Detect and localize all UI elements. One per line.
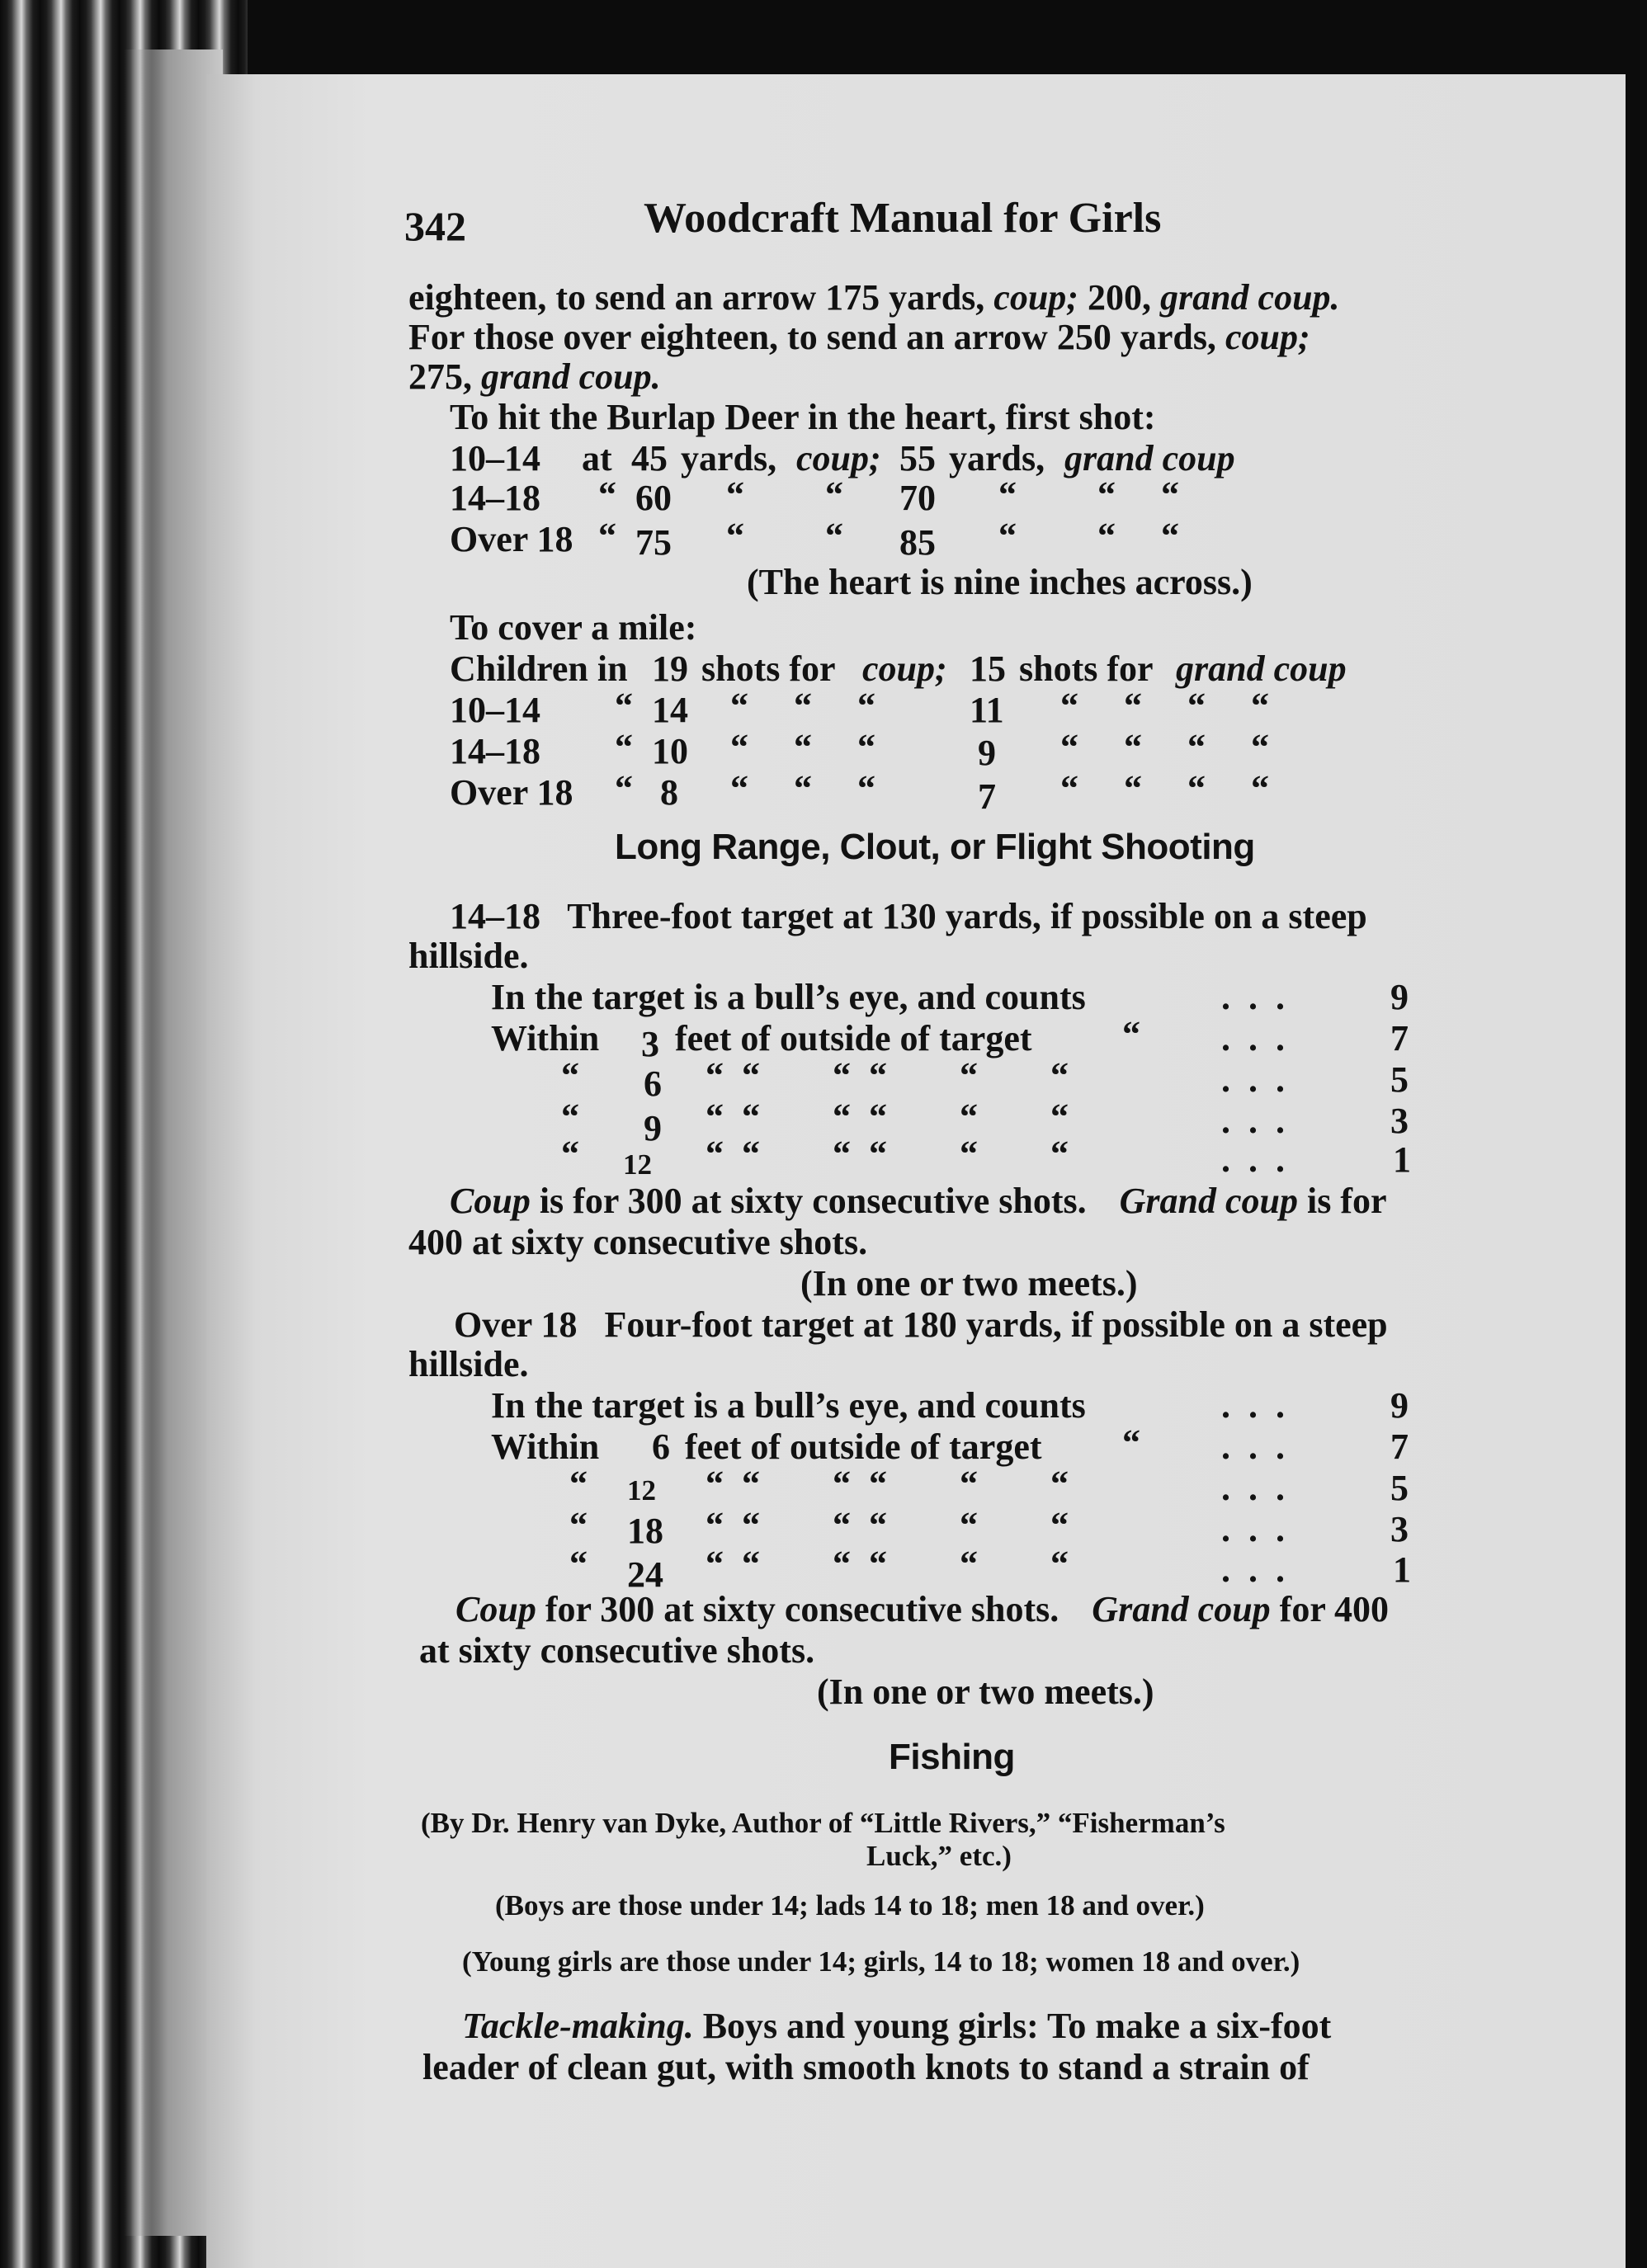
mile-row-age: Over 18	[450, 772, 573, 813]
ditto-marks: “ “ “ “ “ “	[706, 1055, 1069, 1096]
ditto-mark: “	[569, 1544, 588, 1584]
fishing-byline-cont: Luck,” etc.)	[866, 1840, 1012, 1872]
score-value: 3	[1390, 1101, 1409, 1141]
deer-row-word1: “	[726, 474, 744, 515]
deer-row-word2: yards,	[949, 438, 1045, 479]
distance-num: 12	[627, 1474, 656, 1506]
score-value: 9	[1390, 1385, 1409, 1426]
ditto-mark: “	[561, 1055, 579, 1096]
ditto-marks: “ “ “ “ “ “	[706, 1505, 1069, 1545]
line1-mid: 200,	[1078, 277, 1160, 318]
group1-first-row: In the target is a bull’s eye, and counts	[491, 977, 1086, 1017]
within-word: Within	[491, 1426, 600, 1467]
mile-row-dittos2: “ “ “ “	[1060, 727, 1269, 767]
deer-row-at: “	[598, 516, 616, 556]
fishing-byline: (By Dr. Henry van Dyke, Author of “Little Rivers,” “Fisherman’s	[421, 1807, 1225, 1839]
leader-dots: ...	[1221, 1549, 1303, 1590]
within-num: 3	[641, 1024, 659, 1064]
grand-coup-term: grand coup.	[1159, 277, 1340, 318]
mile-header-shots2: 15	[970, 648, 1006, 689]
section-heading-fishing: Fishing	[889, 1737, 1015, 1777]
mile-row-shots1: 10	[652, 731, 688, 771]
mile-row-q: “	[615, 686, 633, 726]
deer-row-grand: “ “	[1097, 516, 1179, 556]
leader-dots: ...	[1221, 1468, 1303, 1508]
group2-intro-cont: hillside.	[408, 1344, 529, 1384]
deer-row-age: 10–14	[450, 438, 540, 479]
coup-term: coup;	[993, 277, 1078, 318]
result-end: for 400	[1270, 1589, 1390, 1629]
leader-dots: ...	[1221, 1509, 1303, 1549]
mile-header-w2: shots for	[1019, 648, 1154, 689]
boys-age-note: (Boys are those under 14; lads 14 to 18; men 18 and over.)	[495, 1889, 1205, 1921]
page-number: 342	[404, 203, 466, 249]
group2-note: (In one or two meets.)	[817, 1672, 1154, 1712]
score-value: 7	[1390, 1018, 1409, 1059]
deer-row-yards2: 70	[899, 478, 936, 518]
within-text: feet of outside of target	[685, 1426, 1042, 1467]
within-num: 6	[652, 1426, 670, 1467]
mile-row-age: 14–18	[450, 731, 540, 771]
deer-row-coup: coup;	[796, 438, 881, 479]
mile-row-dittos2: “ “ “ “	[1060, 686, 1269, 726]
distance-num: 18	[627, 1511, 663, 1551]
ditto-mark: “	[569, 1464, 588, 1504]
leader-dots: ...	[1221, 1426, 1303, 1467]
mile-header-coup: coup;	[862, 648, 947, 689]
score-value: 3	[1390, 1509, 1409, 1549]
grand-coup-term: Grand coup	[1092, 1589, 1271, 1629]
group1-result-line	[450, 1180, 1387, 1222]
line3-text: 275,	[408, 356, 481, 397]
deer-row-yards1: 75	[635, 522, 672, 563]
deer-row-word1: yards,	[681, 438, 777, 479]
score-value: 1	[1393, 1549, 1411, 1590]
ditto-marks: “ “ “ “ “ “	[706, 1464, 1069, 1504]
mile-header-who: Children in	[450, 648, 628, 689]
score-value: 9	[1390, 977, 1409, 1017]
score-value: 5	[1390, 1059, 1409, 1100]
score-value: 5	[1390, 1468, 1409, 1508]
group2-result-cont: at sixty consecutive shots.	[419, 1630, 815, 1671]
within-text: feet of outside of target	[675, 1018, 1032, 1059]
group2-first-row: In the target is a bull’s eye, and counts	[491, 1385, 1086, 1426]
group1-result-cont: 400 at sixty consecutive shots.	[408, 1222, 868, 1262]
group1-intro: 14–18 Three-foot target at 130 yards, if possible on a steep	[450, 896, 1367, 936]
deer-intro: To hit the Burlap Deer in the heart, first shot:	[450, 397, 1156, 437]
deer-row-coup: “	[825, 474, 843, 515]
ditto-mark: “	[569, 1505, 588, 1545]
mile-row-shots1: 8	[660, 772, 678, 813]
mile-row-dittos1: “ “ “	[730, 768, 875, 809]
mile-row-shots2: 9	[978, 733, 996, 773]
mile-row-age: 10–14	[450, 690, 540, 730]
deer-row-age: Over 18	[450, 519, 573, 559]
leader-dots: ...	[1221, 1385, 1303, 1426]
grand-coup-term: Grand coup	[1119, 1181, 1299, 1221]
leader-dots: ...	[1221, 1059, 1303, 1100]
leader-dots: ...	[1221, 977, 1303, 1017]
deer-row-yards2: 85	[899, 522, 936, 563]
coup-term: coup;	[1225, 317, 1310, 357]
group2-intro: Over 18 Four-foot target at 180 yards, if possible on a steep	[454, 1304, 1388, 1345]
body-line-2	[408, 316, 1310, 358]
deer-row-grand: grand coup	[1064, 438, 1235, 479]
section-heading-long-range: Long Range, Clout, or Flight Shooting	[615, 827, 1255, 867]
within-word: Within	[491, 1018, 600, 1059]
deer-row-word2: “	[998, 474, 1017, 515]
distance-num: 12	[623, 1148, 652, 1181]
deer-row-at: at	[582, 438, 612, 479]
within-ditto: “	[1122, 1014, 1140, 1054]
mile-row-shots2: 7	[978, 776, 996, 817]
deer-row-coup: “	[825, 516, 843, 556]
body-line-1	[408, 276, 1340, 318]
line2-text: For those over eighteen, to send an arrow 250 yards,	[408, 317, 1225, 357]
book-page	[206, 74, 1626, 2268]
running-title: Woodcraft Manual for Girls	[644, 195, 1162, 242]
distance-num: 9	[644, 1108, 662, 1148]
result-text: for 300 at sixty consecutive shots.	[536, 1589, 1059, 1629]
tackle-text: Boys and young girls: To make a six-foot	[693, 2006, 1332, 2046]
mile-row-q: “	[615, 727, 633, 767]
result-end: is for	[1298, 1181, 1387, 1221]
leader-dots: ...	[1221, 1101, 1303, 1141]
deer-row-at: “	[598, 474, 616, 515]
tackle-line	[462, 2005, 1331, 2047]
leader-dots: ...	[1221, 1018, 1303, 1059]
group1-intro-cont: hillside.	[408, 936, 529, 976]
tackle-label: Tackle-making.	[462, 2006, 694, 2046]
group2-result-line	[455, 1588, 1389, 1630]
deer-row-yards1: 45	[631, 438, 668, 479]
mile-header-grand: grand coup	[1176, 648, 1347, 689]
mile-row-dittos1: “ “ “	[730, 727, 875, 767]
deer-note: (The heart is nine inches across.)	[747, 562, 1253, 602]
distance-num: 6	[644, 1063, 662, 1104]
mile-header-shots1: 19	[652, 648, 688, 689]
ditto-mark: “	[561, 1134, 579, 1174]
mile-row-dittos2: “ “ “ “	[1060, 768, 1269, 809]
coup-term: Coup	[450, 1181, 531, 1221]
mile-row-shots2: 11	[970, 690, 1004, 730]
grand-coup-term: grand coup.	[481, 356, 661, 397]
mile-intro: To cover a mile:	[450, 607, 697, 648]
score-value: 7	[1390, 1426, 1409, 1467]
deer-row-age: 14–18	[450, 478, 540, 518]
result-text: is for 300 at sixty consecutive shots.	[530, 1181, 1087, 1221]
score-value: 1	[1393, 1139, 1411, 1180]
deer-row-word2: “	[998, 516, 1017, 556]
deer-row-grand: “ “	[1097, 474, 1179, 515]
coup-term: Coup	[455, 1589, 536, 1629]
ditto-marks: “ “ “ “ “ “	[706, 1096, 1069, 1137]
deer-row-yards2: 55	[899, 438, 936, 479]
mile-row-shots1: 14	[652, 690, 688, 730]
line1-text: eighteen, to send an arrow 175 yards,	[408, 277, 994, 318]
deer-row-word1: “	[726, 516, 744, 556]
mile-row-q: “	[615, 768, 633, 809]
mile-header-w1: shots for	[701, 648, 836, 689]
ditto-marks: “ “ “ “ “ “	[706, 1134, 1069, 1174]
leader-dots: ...	[1221, 1139, 1303, 1180]
distance-num: 24	[627, 1554, 663, 1595]
mile-row-dittos1: “ “ “	[730, 686, 875, 726]
within-ditto: “	[1122, 1422, 1140, 1463]
group1-note: (In one or two meets.)	[800, 1263, 1138, 1304]
tackle-line-cont: leader of clean gut, with smooth knots to stand a strain of	[422, 2047, 1310, 2087]
ditto-mark: “	[561, 1096, 579, 1137]
body-line-3	[408, 356, 661, 398]
girls-age-note: (Young girls are those under 14; girls, 14 to 18; women 18 and over.)	[462, 1945, 1300, 1978]
ditto-marks: “ “ “ “ “ “	[706, 1544, 1069, 1584]
deer-row-yards1: 60	[635, 478, 672, 518]
